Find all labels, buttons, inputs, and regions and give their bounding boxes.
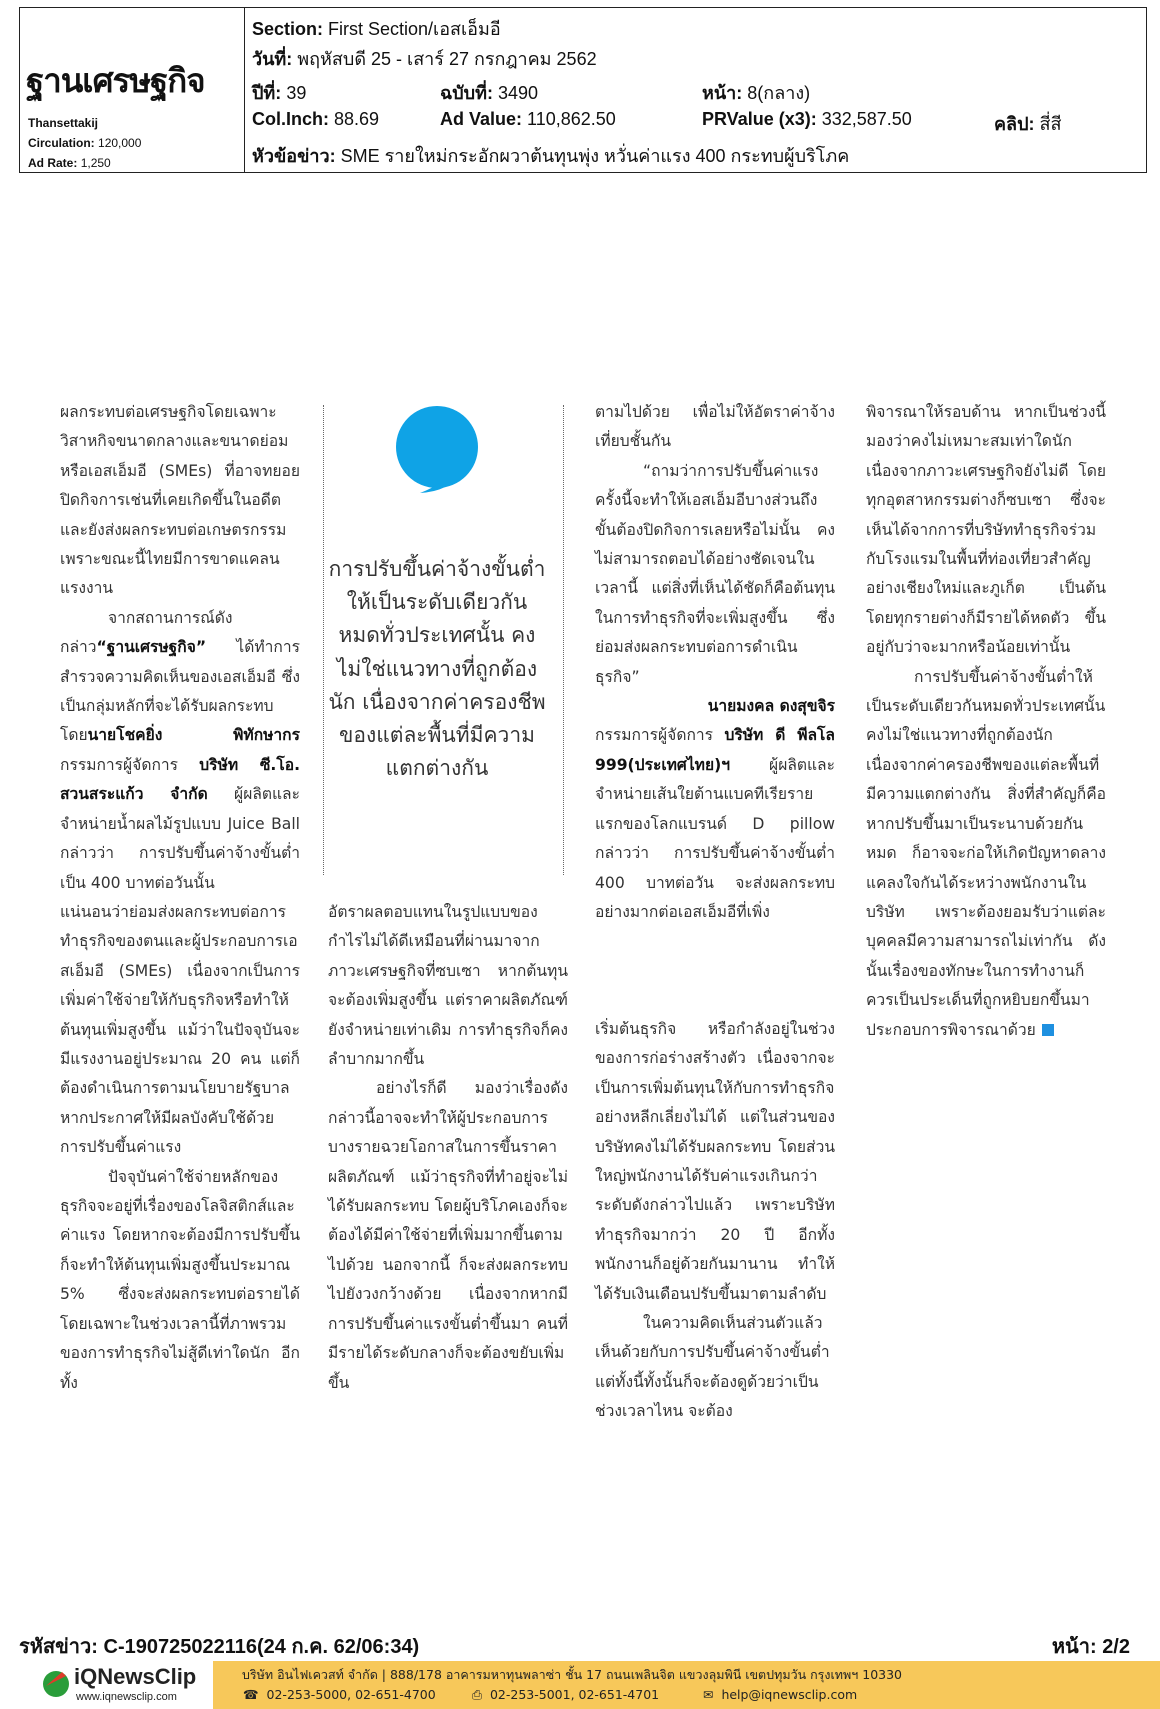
column-1-top: [60, 398, 300, 898]
publication-name: ฐานเศรษฐกิจ: [26, 62, 205, 99]
paragraph: อัตราผลตอบแทนในรูปแบบของกำไรไม่ได้ดีเหมือนที่ผ่านมาจากภาวะเศรษฐกิจที่ซบเซา หากต้นทุนจะต้องเพิ่มสูงขึ้น แต่ราคาผลิตภัณฑ์ยังจำหน่ายเท่าเดิม การทำธุรกิจก็คงลำบากมากขึ้น: [328, 903, 568, 1069]
column-4: [866, 398, 1106, 1045]
logo-url: www.iqnewsclip.com: [76, 1691, 177, 1703]
paragraph: การปรับขึ้นค่าจ้างขั้นต่ำให้เป็นระดับเดียวกันหมดทั่วประเทศนั้น คงไม่ใช่แนวทางที่ถูกต้องนัก เนื่องจากค่าครองชีพของแต่ละพื้นที่มีความแตกต่างกัน สิ่งที่สำคัญก็คือหากปรับขึ้นมาเป็นระนาบด้วยกันหมด ก็อาจจะก่อให้เกิดปัญหาดลางแคลงใจกันได้ระหว่างพนักงานในบริษัท เพราะต้องยอมรับว่าแต่ละบุคคลมีความสามารถไม่เท่ากัน ดังนั้นเรื่องของทักษะในการทำงานก็ควรเป็นประเด็นที่ถูกหยิบยกขึ้นมาประกอบการพิจารณาด้วย: [866, 667, 1106, 1039]
end-mark-icon: [1042, 1024, 1054, 1036]
paragraph: เริ่มต้นธุรกิจ หรือกำลังอยู่ในช่วงของการก่อร่างสร้างตัว เนื่องจากจะเป็นการเพิ่มต้นทุนให้กับการทำธุรกิจอย่างหลีกเลี่ยงไม่ได้ แต่ในส่วนของบริษัทคงไม่ได้รับผลกระทบ โดยส่วนใหญ่พนักงานได้รับค่าแรงเกินกว่าระดับดังกล่าวไปแล้ว เพราะบริษัททำธุรกิจมากว่า 20 ปี อีกทั้งพนักงานก็อยู่ด้วยกันมานาน ทำให้ได้รับเงินเดือนปรับขึ้นมาตามลำดับ: [595, 1020, 835, 1303]
colinch-field: Col.Inch: 88.69: [252, 109, 380, 129]
paragraph: ตามไปด้วย เพื่อไม่ให้อัตราค่าจ้างเที่ยบชั้นกัน: [595, 403, 835, 451]
printer-icon: ⎙: [472, 1687, 483, 1702]
page-field: หน้า: 8(กลาง): [702, 83, 811, 103]
company-name: บริษัท ดี พีลโล 999(ประเทศไทย)ฯ: [595, 726, 835, 774]
ad-rate: Ad Rate: 1,250: [28, 156, 111, 170]
paragraph: แน่นอนว่าย่อมส่งผลกระทบต่อการทำธุรกิจของตนและผู้ประกอบการเอสเอ็มอี (SMEs) เนื่องจากเป็นการเพิ่มค่าใช้จ่ายให้กับธุรกิจหรือทำให้ต้นทุนเพิ่มสูงขึ้น แม้ว่าในปัจจุบันจะมีแรงงานอยู่ประมาณ 20 คน แต่ก็ต้องดำเนินการตามนโยบายรัฐบาลหากประกาศให้มีผลบังคับใช้ด้วยการปรับขึ้นค่าแรง: [60, 903, 300, 1157]
iqnewsclip-logo: [40, 1664, 200, 1706]
globe-icon: [40, 1668, 72, 1700]
clip-meta: [252, 8, 1146, 172]
phone-icon: ☎: [243, 1687, 259, 1702]
phone-contact: ☎ 02-253-5000, 02-651-4700: [243, 1687, 436, 1702]
paragraph: “ถามว่าการปรับขึ้นค่าแรงครั้งนี้จะทำให้เอสเอ็มอีบางส่วนถึงขั้นต้องปิดกิจการเลยหรือไม่นั้น คงไม่สามารถตอบได้อย่างชัดเจนในเวลานี้ แต่สิ่งที่เห็นได้ชัดก็คือต้นทุนในการทำธุรกิจที่จะเพิ่มสูงขึ้น ซึ่งย่อมส่งผลกระทบต่อการดำเนินธุรกิจ”: [595, 461, 835, 686]
clipping-header: [19, 7, 1147, 173]
person-line: [595, 692, 835, 721]
publication-ref: “ฐานเศรษฐกิจ”: [96, 638, 207, 657]
paragraph: ผลกระทบต่อเศรษฐกิจโดยเฉพาะวิสาหกิจขนาดกลางและขนาดย่อม หรือเอสเอ็มอี (SMEs) ที่อาจทยอยปิดกิจการเช่นที่เคยเกิดขึ้นในอดีต และยังส่งผลกระทบต่อเกษตรกรรม เพราะขณะนี้ไทยมีการขาดแคลนแรงงาน: [60, 403, 300, 598]
prvalue-field: PRValue (x3): 332,587.50: [702, 109, 912, 129]
mail-icon: ✉: [703, 1687, 714, 1702]
column-divider: [323, 405, 324, 875]
publication-block: [20, 8, 245, 172]
paragraph: อย่างไรก็ดี มองว่าเรื่องดังกล่าวนี้อาจจะทำให้ผู้ประกอบการบางรายฉวยโอกาสในการขึ้นราคาผลิตภัณฑ์ แม้ว่าธุรกิจที่ทำอยู่จะไม่ได้รับผลกระทบ โดยผู้บริโภคเองก็จะต้องได้มีค่าใช้จ่ายที่เพิ่มมากขึ้นตามไปด้วย นอกจากนี้ ก็จะส่งผลกระทบไปยังวงกว้างด้วย เนื่องจากหากมีการปรับขึ้นค่าแรงขั้นต่ำขึ้นมา คนที่มีรายได้ระดับกลางก็จะต้องขยับเพิ่มขึ้น: [328, 1079, 568, 1392]
publication-en: Thansettakij: [28, 116, 99, 130]
email-contact: ✉ help@iqnewsclip.com: [703, 1687, 858, 1702]
paragraph: จากสถานการณ์ดังกล่าว“ฐานเศรษฐกิจ” ได้ทำการสำรวจความคิดเห็นของเอสเอ็มอี ซึ่งเป็นกลุ่มหลักที่จะได้รับผลกระทบ โดยนายโชคยิ่ง พิทักษากร กรรมการผู้จัดการ บริษัท ซี.โอ. สวนสระแก้ว จำกัด ผู้ผลิตและจำหน่ายน้ำผลไม้รูปแบบ Juice Ball กล่าวว่า การปรับขึ้นค่าจ้างขั้นต่ำเป็น 400 บาทต่อวันนั้น: [60, 608, 300, 892]
company-address: บริษัท อินไฟเควสท์ จำกัด | 888/178 อาคารมหาทุนพลาซ่า ชั้น 17 ถนนเพลินจิต แขวงลุมพินี เขตปทุมวัน กรุงเทพฯ 10330: [242, 1667, 903, 1682]
page-number: หน้า: 2/2: [1051, 1636, 1130, 1658]
column-2-bottom: [328, 898, 568, 1398]
column-3-bottom: [595, 1015, 835, 1427]
pull-quote: การปรับขึ้นค่าจ้างขั้นต่ำให้เป็นระดับเดียวกันหมดทั่วประเทศนั้น คงไม่ใช่แนวทางที่ถูกต้องนัก เนื่องจากค่าครองชีพของแต่ละพื้นที่มีความแตกต่างกัน: [328, 557, 546, 781]
circulation: Circulation: 120,000: [28, 136, 142, 150]
fax-contact: ⎙ 02-253-5001, 02-651-4701: [472, 1687, 660, 1702]
column-divider: [563, 405, 564, 875]
section-line: Section: First Section/เอสเอ็มอี: [252, 19, 501, 39]
news-id: รหัสข่าว: C-190725022116(24 ก.ค. 62/06:34): [19, 1636, 420, 1658]
logo-text: iQNewsClip: [74, 1664, 197, 1689]
person-name: นายมงคล ดงสุขจิร: [707, 697, 835, 716]
column-1-bottom: [60, 898, 300, 1398]
issue-field: ฉบับที่: 3490: [440, 83, 539, 103]
column-3-top: [595, 398, 835, 927]
paragraph: ปัจจุบันค่าใช้จ่ายหลักของธุรกิจจะอยู่ที่เรื่องของโลจิสติกส์และค่าแรง โดยหากจะต้องมีการปรับขึ้นก็จะทำให้ต้นทุนเพิ่มสูงขึ้นประมาณ 5% ซึ่งจะส่งผลกระทบต่อรายได้ โดยเฉพาะในช่วงเวลานี้ที่ภาพรวมของการทำธุรกิจไม่สู้ดีเท่าใดนัก อีกทั้ง: [60, 1167, 300, 1392]
company-name: บริษัท ซี.โอ. สวนสระแก้ว จำกัด: [60, 755, 300, 804]
speech-bubble-icon: [394, 405, 480, 493]
date-line: วันที่: พฤหัสบดี 25 - เสาร์ 27 กรกฎาคม 2562: [252, 49, 597, 69]
clip-field: คลิป: สี่สี: [994, 114, 1062, 134]
paragraph: ในความคิดเห็นส่วนตัวแล้วเห็นด้วยกับการปรับขึ้นค่าจ้างขั้นต่ำ แต่ทั้งนี้ทั้งนั้นก็จะต้องดูด้วยว่าเป็นช่วงเวลาไหน จะต้อง: [595, 1314, 830, 1421]
person-name: นายโชคยิ่ง พิทักษากร: [87, 726, 300, 745]
advalue-field: Ad Value: 110,862.50: [440, 109, 616, 129]
paragraph: พิจารณาให้รอบด้าน หากเป็นช่วงนี้มองว่าคงไม่เหมาะสมเท่าใดนัก เนื่องจากภาวะเศรษฐกิจยังไม่ดี โดยทุกอุตสาหกรรมต่างก็ซบเซา ซึ่งจะเห็นได้จากการที่บริษัททำธุรกิจร่วมกับโรงแรมในพื้นที่ท่องเที่ยวสำคัญอย่างเชียงใหม่และภูเก็ต เป็นต้น โดยทุกรายต่างก็มีรายได้หดตัว ขึ้นอยู่กับว่าจะมากหรือน้อยเท่านั้น: [866, 403, 1106, 657]
year-field: ปีที่: 39: [252, 83, 307, 103]
paragraph: กรรมการผู้จัดการ บริษัท ดี พีลโล 999(ประเทศไทย)ฯ ผู้ผลิตและจำหน่ายเส้นใยต้านแบคทีเรียรายแรกของโลกแบรนด์ D pillow กล่าวว่า การปรับขึ้นค่าจ้างขั้นต่ำ 400 บาทต่อวัน จะส่งผลกระทบอย่างมากต่อเอสเอ็มอีที่เพิ่ง: [595, 726, 835, 921]
headline-line: หัวข้อข่าว: SME รายใหม่กระอักผวาต้นทุนพุ่ง หวั่นค่าแรง 400 กระทบผู้บริโภค: [252, 146, 850, 166]
